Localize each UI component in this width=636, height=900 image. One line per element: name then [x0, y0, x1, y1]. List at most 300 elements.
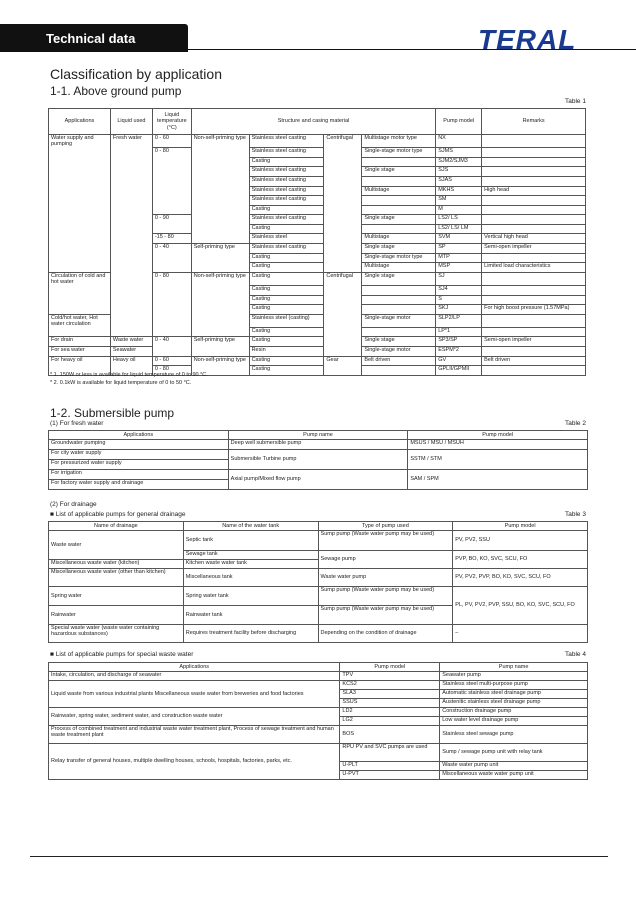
table-cell: For heavy oil [49, 356, 111, 366]
table-cell: Stainless steel casting [249, 148, 324, 158]
table-cell: Seawater pump [440, 672, 588, 681]
table-cell [110, 314, 152, 327]
table-cell: Multistage [362, 186, 436, 196]
table-cell [482, 285, 586, 295]
table-row [49, 186, 586, 196]
table-cell [49, 167, 111, 177]
table-cell: Casting [249, 366, 324, 376]
table-cell: LS2/ LS/ LM [436, 224, 482, 234]
table-cell: Water supply and pumping [49, 135, 111, 148]
table-cell [324, 167, 362, 177]
table-row [49, 337, 586, 347]
table-1-body [48, 134, 586, 376]
table-cell [362, 157, 436, 167]
table-cell [110, 272, 152, 285]
table-cell [362, 366, 436, 376]
footer-rule [30, 856, 608, 857]
table-row [49, 244, 586, 254]
table-cell [152, 253, 191, 263]
table-cell [152, 157, 191, 167]
general-drainage-list-label: ■ List of applicable pumps for general drainage [50, 511, 186, 518]
table-cell: SP3/SP [436, 337, 482, 347]
col-header: Name of drainage [49, 522, 184, 531]
table-cell: 0 - 60 [152, 356, 191, 366]
table-cell [110, 253, 152, 263]
table-cell [191, 224, 249, 234]
table-cell: BOS [340, 726, 440, 744]
table-cell: Stainless steel casting [249, 196, 324, 206]
table-cell [324, 327, 362, 337]
table-cell [49, 263, 111, 273]
table-cell [324, 305, 362, 315]
table-cell [110, 215, 152, 225]
table-cell [324, 196, 362, 206]
table-row [49, 215, 586, 225]
table-cell [482, 176, 586, 186]
table-cell: M [436, 205, 482, 215]
table2-label: Table 2 [565, 420, 586, 427]
col-header: Liquid temperature (°C) [152, 109, 191, 135]
table-cell: Rainwater [49, 606, 184, 625]
table-cell: Centrifugal [324, 272, 362, 285]
table-cell [324, 186, 362, 196]
table-cell: Casting [249, 224, 324, 234]
table-cell: MKHS [436, 186, 482, 196]
table-cell: Multistage [362, 234, 436, 244]
table-cell: RPU PV and SVC pumps are used [340, 744, 440, 762]
table-cell: Axial pump/Mixed flow pump [228, 470, 408, 490]
table-cell [482, 215, 586, 225]
table-cell [324, 205, 362, 215]
table-cell [152, 205, 191, 215]
table-cell: Spring water [49, 587, 184, 606]
table1-label: Table 1 [565, 98, 586, 105]
table-cell [482, 347, 586, 357]
table-cell [324, 253, 362, 263]
table-row [49, 135, 586, 148]
table-cell: Rainwater tank [183, 606, 318, 625]
table-cell [110, 176, 152, 186]
table-cell: Low water level drainage pump [440, 717, 588, 726]
table-cell [110, 205, 152, 215]
table-cell [324, 157, 362, 167]
table-cell: Single-stage motor [362, 314, 436, 327]
table-cell [362, 295, 436, 305]
table-cell: Casting [249, 157, 324, 167]
table-cell: Sump pump (Waste water pump may be used) [318, 531, 453, 551]
table-cell [482, 196, 586, 206]
table-cell: SJMS [436, 148, 482, 158]
col-header: Pump name [440, 663, 588, 672]
table-cell: ESPM*2 [436, 347, 482, 357]
table-1 [48, 108, 586, 135]
table-cell [482, 148, 586, 158]
table-cell [482, 205, 586, 215]
table-cell: Resin [249, 347, 324, 357]
table-cell [482, 272, 586, 285]
table-cell: Casting [249, 253, 324, 263]
table-cell: PV, PV2, PVP, BO, KO, SVC, SCU, FO [453, 569, 588, 587]
table-cell [49, 148, 111, 158]
table-cell [362, 224, 436, 234]
table-cell: For sea water [49, 347, 111, 357]
table-cell [482, 157, 586, 167]
table-cell [482, 253, 586, 263]
table-cell: 0 - 80 [152, 272, 191, 285]
table-cell: For irrigation [49, 470, 229, 480]
footnote-1: * 1. 150W or less is available for liquid temperature of 0 to 90 °C. [50, 372, 208, 378]
table-row [49, 272, 586, 285]
table-cell: SSUS [340, 699, 440, 708]
table-cell: SVM [436, 234, 482, 244]
table-cell: For high boost pressure (1.57MPa) [482, 305, 586, 315]
table-cell [324, 224, 362, 234]
table-cell: 0 - 40 [152, 337, 191, 347]
table-row [49, 234, 586, 244]
table-cell: GV [436, 356, 482, 366]
special-waste-list-label: ■ List of applicable pumps for special waste water [50, 651, 194, 658]
table-cell: Casting [249, 263, 324, 273]
table-row [49, 285, 586, 295]
table-cell: Single-stage motor type [362, 253, 436, 263]
footnote-2: * 2. 0.1kW is available for liquid temperature of 0 to 50 °C. [50, 380, 192, 386]
table-4 [48, 662, 588, 780]
table-cell [110, 234, 152, 244]
table-row [49, 356, 586, 366]
table-cell: Sewage pump [318, 551, 453, 569]
table-row [49, 305, 586, 315]
table-cell: NX [436, 135, 482, 148]
table-cell [49, 157, 111, 167]
table-cell [191, 285, 249, 295]
table-cell: Single stage [362, 337, 436, 347]
table-cell: Automatic stainless steel drainage pump [440, 690, 588, 699]
table-cell [110, 327, 152, 337]
table-cell: TPV [340, 672, 440, 681]
table-cell [110, 305, 152, 315]
table-cell: Heavy oil [110, 356, 152, 366]
table-cell [191, 305, 249, 315]
table-row [49, 176, 586, 186]
table-cell [191, 205, 249, 215]
table-cell [191, 167, 249, 177]
table-cell: Miscellaneous waste water pump unit [440, 771, 588, 780]
table-cell: SJ [436, 272, 482, 285]
table-cell: For city water supply [49, 450, 229, 460]
table-cell: Self-priming type [191, 337, 249, 347]
table-row [49, 167, 586, 177]
table-cell: Waste water [49, 531, 184, 560]
table-cell [110, 295, 152, 305]
table-cell: Submersible Turbine pump [228, 450, 408, 470]
table-cell: Casting [249, 272, 324, 285]
table-cell: SAM / SPM [408, 470, 588, 490]
table-cell: Seawater [110, 347, 152, 357]
table-cell [49, 305, 111, 315]
table-cell [152, 327, 191, 337]
table-cell: Single-stage motor [362, 347, 436, 357]
table-cell [191, 327, 249, 337]
table-cell: SJAS [436, 176, 482, 186]
table-cell [324, 314, 362, 327]
table-cell: Casting [249, 285, 324, 295]
table-cell [49, 215, 111, 225]
col-header: Pump model [436, 109, 482, 135]
table-cell: Miscellaneous tank [183, 569, 318, 587]
table-cell: PVP, BO, KO, SVC, SCU, FO [453, 551, 588, 569]
table-cell: Semi-open impeller [482, 337, 586, 347]
table-cell: Single stage [362, 167, 436, 177]
table-row [49, 148, 586, 158]
table-cell: Groundwater pumping [49, 440, 229, 450]
table-cell [191, 314, 249, 327]
table-cell [110, 224, 152, 234]
table-3 [48, 521, 588, 643]
table-cell [324, 244, 362, 254]
table-cell [49, 186, 111, 196]
table-cell: Stainless steel casting [249, 186, 324, 196]
table-cell: PV, PV2, SSU [453, 531, 588, 551]
table-cell: Single stage [362, 244, 436, 254]
col-header: Type of pump used [318, 522, 453, 531]
page-title: Classification by application [50, 66, 222, 82]
col-header: Pump model [408, 431, 588, 440]
table-cell [152, 263, 191, 273]
table-cell: Casting [249, 356, 324, 366]
table-cell [482, 314, 586, 327]
table-cell [152, 186, 191, 196]
table-cell [110, 148, 152, 158]
table-cell: Casting [249, 327, 324, 337]
table-cell [191, 215, 249, 225]
table-cell: Requires treatment facility before discharging [183, 625, 318, 643]
table-cell: 0 - 80 [152, 366, 191, 376]
table-row [49, 314, 586, 327]
table-cell: Stainless steel multi-purpose pump [440, 681, 588, 690]
col-header: Applications [49, 431, 229, 440]
table-cell [482, 167, 586, 177]
table-row [49, 327, 586, 337]
table-cell: Austenitic stainless steel drainage pump [440, 699, 588, 708]
table-cell [191, 186, 249, 196]
table-cell [110, 244, 152, 254]
table-cell [49, 205, 111, 215]
table-cell: Construction drainage pump [440, 708, 588, 717]
table-cell: Self-priming type [191, 244, 249, 254]
table-cell: Non-self-priming type [191, 356, 249, 366]
table-cell: Spring water tank [183, 587, 318, 606]
table-cell: Multistage [362, 263, 436, 273]
table-row [49, 157, 586, 167]
drainage-label: (2) For drainage [50, 501, 97, 508]
table-cell [324, 285, 362, 295]
table-cell: Relay transfer of general houses, multiple dwelling houses, schools, hospitals, factories, parks, etc. [49, 744, 340, 780]
table-cell: Cold/hot water, Hot water circulation [49, 314, 111, 327]
table-cell: Sump pump (Waste water pump may be used) [318, 606, 453, 625]
table-cell [152, 347, 191, 357]
table-cell: Gear [324, 356, 362, 366]
table-cell [482, 135, 586, 148]
table-cell: Special waste water (waste water containing hazardous substances) [49, 625, 184, 643]
table-cell: Semi-open impeller [482, 244, 586, 254]
table-cell [191, 253, 249, 263]
table-cell: For drain [49, 337, 111, 347]
table-cell: Depending on the condition of drainage [318, 625, 453, 643]
table-cell: Miscellaneous waste water (other than kitchen) [49, 569, 184, 587]
table-cell: SLP2/LP [436, 314, 482, 327]
table-2 [48, 430, 588, 490]
table-cell: SSTM / STM [408, 450, 588, 470]
table-row [49, 295, 586, 305]
table-cell: SJ4 [436, 285, 482, 295]
table-row [49, 196, 586, 206]
table-cell: Intake, circulation, and discharge of seawater [49, 672, 340, 681]
table-cell: KCS2 [340, 681, 440, 690]
table-cell [362, 327, 436, 337]
table-cell: 0 - 90 [152, 215, 191, 225]
table-cell [49, 244, 111, 254]
table-cell [152, 167, 191, 177]
table-cell: Non-self-priming type [191, 135, 249, 148]
table-cell: MTP [436, 253, 482, 263]
table-cell [324, 295, 362, 305]
table-cell [362, 205, 436, 215]
fresh-water-label: (1) For fresh water [50, 420, 104, 427]
table4-label: Table 4 [565, 651, 586, 658]
table-cell [49, 327, 111, 337]
table-cell [191, 263, 249, 273]
table-cell: MSUS / MSU / MSUH [408, 440, 588, 450]
table-cell [191, 196, 249, 206]
table-cell [110, 263, 152, 273]
section-heading-above-ground: 1-1. Above ground pump [50, 84, 182, 98]
table-cell [191, 157, 249, 167]
col-header: Pump model [453, 522, 588, 531]
table-cell: Kitchen waste water tank [183, 560, 318, 569]
table-cell: Miscellaneous waste water (kitchen) [49, 560, 184, 569]
table-row [49, 224, 586, 234]
table-cell: 0 - 80 [152, 148, 191, 158]
col-header: Applications [49, 109, 111, 135]
table3-label: Table 3 [565, 511, 586, 518]
table-cell [191, 176, 249, 186]
table-cell [152, 314, 191, 327]
table-cell: Stainless steel casting [249, 244, 324, 254]
table-cell [324, 337, 362, 347]
table-cell: Liquid waste from various industrial plants Miscellaneous waste water from breweries and food factories [49, 681, 340, 708]
table-cell [49, 295, 111, 305]
table-cell: SM [436, 196, 482, 206]
table-cell: SJS [436, 167, 482, 177]
table-cell: SLA3 [340, 690, 440, 699]
table-cell: – [453, 625, 588, 643]
table-cell [362, 196, 436, 206]
col-header: Remarks [482, 109, 586, 135]
table-cell: SJM2/SJM3 [436, 157, 482, 167]
table-cell: Stainless steel casting [249, 215, 324, 225]
table-cell: MSP [436, 263, 482, 273]
table-cell: Single stage [362, 272, 436, 285]
table-cell [152, 224, 191, 234]
table-cell [362, 285, 436, 295]
section-heading-submersible: 1-2. Submersible pump [50, 406, 175, 420]
table-cell: Non-self-priming type [191, 272, 249, 285]
table-cell: Stainless steel casting [249, 176, 324, 186]
table-row [49, 205, 586, 215]
table-cell [152, 285, 191, 295]
table-cell [49, 234, 111, 244]
table-cell [324, 215, 362, 225]
table-cell: Single stage [362, 215, 436, 225]
table-cell [49, 196, 111, 206]
table-cell: Limited load characteristics [482, 263, 586, 273]
table-cell [49, 285, 111, 295]
table-cell [191, 347, 249, 357]
table-cell: SP [436, 244, 482, 254]
table-cell: -15 - 80 [152, 234, 191, 244]
table-cell: Single-stage motor type [362, 148, 436, 158]
table-cell: LG2 [340, 717, 440, 726]
table-cell: For pressurized water supply [49, 460, 229, 470]
col-header: Pump model [340, 663, 440, 672]
table-cell [152, 196, 191, 206]
table-cell [362, 176, 436, 186]
table-cell [49, 224, 111, 234]
table-cell: 0 - 60 [152, 135, 191, 148]
table-cell [152, 295, 191, 305]
teral-logo: TERAL [478, 24, 577, 55]
table-cell: Sump pump (Waste water pump may be used) [318, 587, 453, 606]
table-cell: Stainless steel sewage pump [440, 726, 588, 744]
table-cell: Casting [249, 305, 324, 315]
table-cell: Casting [249, 295, 324, 305]
table-cell: PL, PV, PV2, PVP, SSU, BO, KO, SVC, SCU, FO [453, 587, 588, 625]
table-cell [362, 305, 436, 315]
table-cell [110, 285, 152, 295]
table-cell: For factory water supply and drainage [49, 480, 229, 490]
section-title: Technical data [46, 31, 136, 46]
table-cell [110, 167, 152, 177]
col-header: Applications [49, 663, 340, 672]
table-cell: Casting [249, 205, 324, 215]
table-cell: Process of combined treatment and industrial waste water treatment plant, Process of sewage treatment and human waste treatment plant [49, 726, 340, 744]
table-cell: Vertical high head [482, 234, 586, 244]
table-cell [110, 186, 152, 196]
table-cell: Casting [249, 337, 324, 347]
table-cell: U-PLT [340, 762, 440, 771]
table-cell [110, 196, 152, 206]
table-cell: U-PVT [340, 771, 440, 780]
table-cell [49, 176, 111, 186]
col-header: Pump name [228, 431, 408, 440]
table-cell [482, 295, 586, 305]
table-cell: LP*1 [436, 327, 482, 337]
table-cell [49, 253, 111, 263]
table-row [49, 347, 586, 357]
table-cell: Sump / sewage pump unit with relay tank [440, 744, 588, 762]
table-cell [110, 157, 152, 167]
table-cell [482, 224, 586, 234]
table-cell [324, 263, 362, 273]
table-cell: Multistage motor type [362, 135, 436, 148]
table-cell: Septic tank [183, 531, 318, 551]
table-row [49, 263, 586, 273]
table-cell: LS2/ LS [436, 215, 482, 225]
table-cell [324, 176, 362, 186]
table-cell [191, 148, 249, 158]
table-cell [324, 347, 362, 357]
table-cell: 0 - 40 [152, 244, 191, 254]
